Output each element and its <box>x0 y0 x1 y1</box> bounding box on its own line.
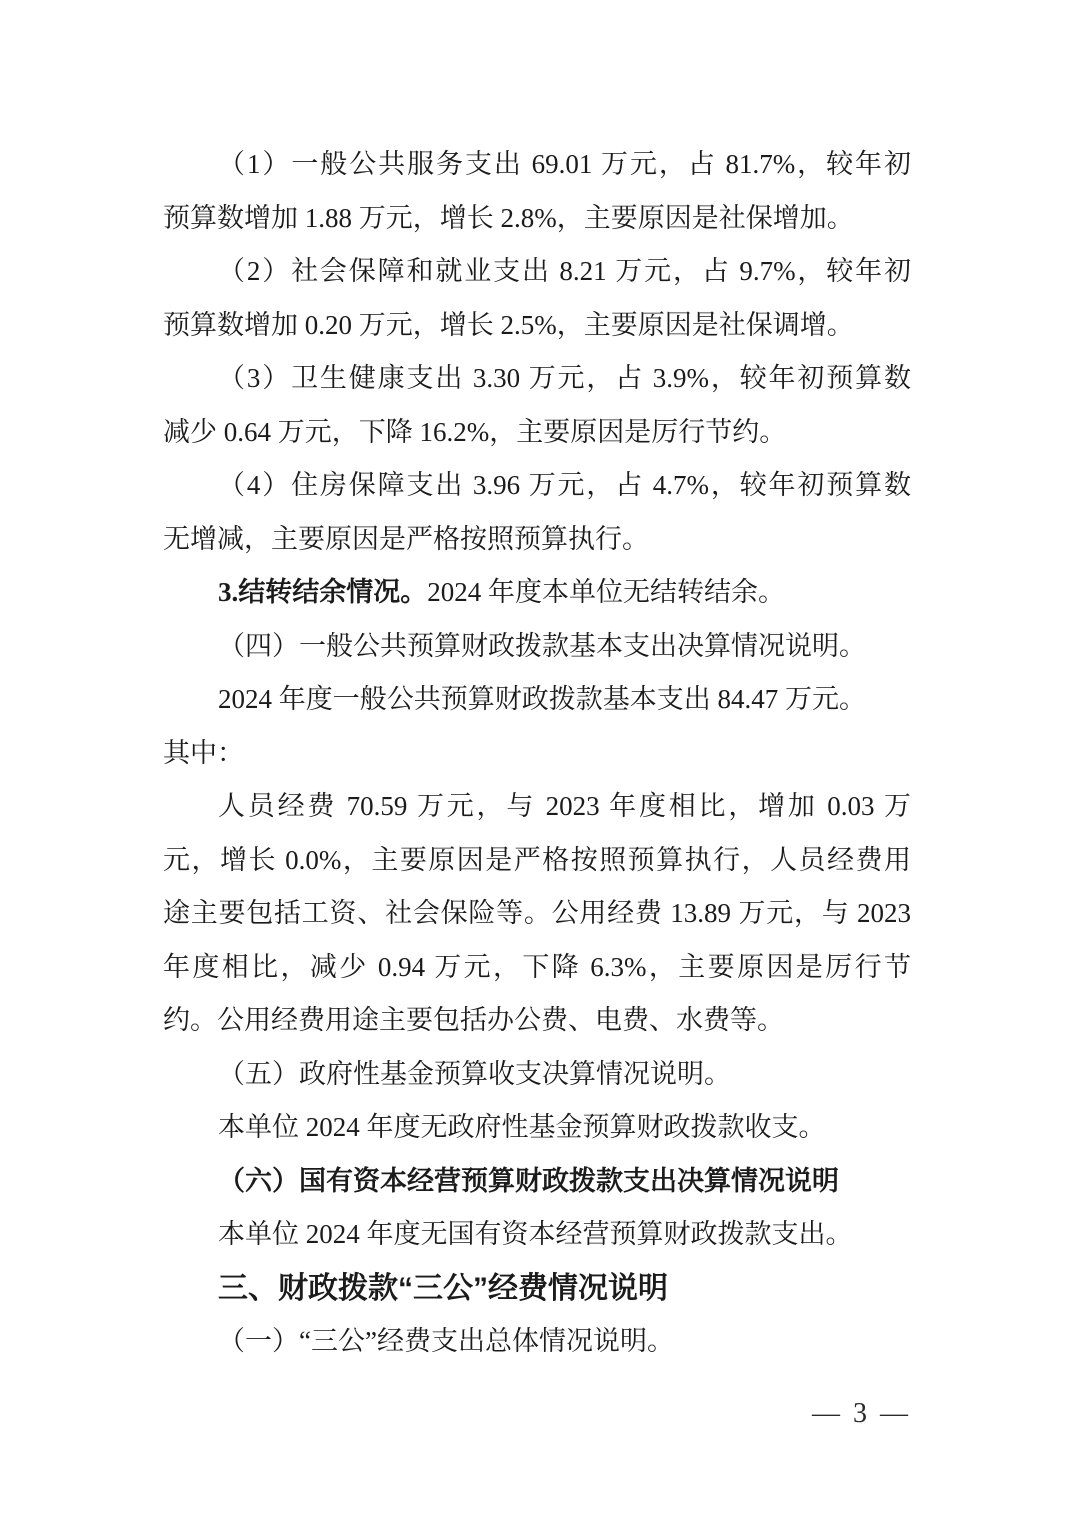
carryover-heading: 3.结转结余情况。 <box>218 577 428 607</box>
para-item4-line2: 无增减，主要原因是严格按照预算执行。 <box>163 523 649 554</box>
para-personnel-line3: 途主要包括工资、社会保险等。公用经费 13.89 万元，与 2023 <box>163 898 911 928</box>
heading-section-4: （四）一般公共预算财政拨款基本支出决算情况说明。 <box>218 630 866 661</box>
para-item2-line1: （2）社会保障和就业支出 8.21 万元，占 9.7%，较年初 <box>218 256 911 286</box>
para-govfund: 本单位 2024 年度无政府性基金预算财政拨款收支。 <box>218 1112 826 1142</box>
para-item2-line2: 预算数增加 0.20 万元，增长 2.5%，主要原因是社保调增。 <box>163 309 854 340</box>
para-item3-line2: 减少 0.64 万元，下降 16.2%，主要原因是厉行节约。 <box>163 416 787 447</box>
heading-part-3: 三、财政拨款“三公”经费情况说明 <box>218 1271 668 1305</box>
heading-section-5: （五）政府性基金预算收支决算情况说明。 <box>218 1058 731 1089</box>
para-item4-line1: （4）住房保障支出 3.96 万元，占 4.7%，较年初预算数 <box>218 470 911 500</box>
para-statecapital: 本单位 2024 年度无国有资本经营预算财政拨款支出。 <box>218 1219 853 1249</box>
para-basic-expense-line1: 2024 年度一般公共预算财政拨款基本支出 84.47 万元。 <box>218 684 866 714</box>
para-item1-line1: （1）一般公共服务支出 69.01 万元，占 81.7%，较年初 <box>218 149 911 179</box>
document-body <box>163 138 911 1369</box>
para-carryover <box>163 566 911 620</box>
para-basic-expense-line2: 其中： <box>163 737 244 768</box>
para-item3-line1: （3）卫生健康支出 3.30 万元，占 3.9%，较年初预算数 <box>218 363 911 393</box>
page-number: — 3 — <box>812 1398 911 1429</box>
heading-subsection-1: （一）“三公”经费支出总体情况说明。 <box>218 1326 674 1356</box>
carryover-text: 2024 年度本单位无结转结余。 <box>427 577 785 607</box>
para-personnel-line1: 人员经费 70.59 万元，与 2023 年度相比，增加 0.03 万 <box>218 791 911 821</box>
para-personnel-line2: 元，增长 0.0%，主要原因是严格按照预算执行，人员经费用 <box>163 844 911 875</box>
heading-section-6: （六）国有资本经营预算财政拨款支出决算情况说明 <box>218 1165 839 1196</box>
para-personnel-line5: 约。公用经费用途主要包括办公费、电费、水费等。 <box>163 1005 784 1035</box>
para-personnel-line4: 年度相比，减少 0.94 万元，下降 6.3%，主要原因是厉行节 <box>163 951 911 982</box>
para-item1-line2: 预算数增加 1.88 万元，增长 2.8%，主要原因是社保增加。 <box>163 202 854 233</box>
